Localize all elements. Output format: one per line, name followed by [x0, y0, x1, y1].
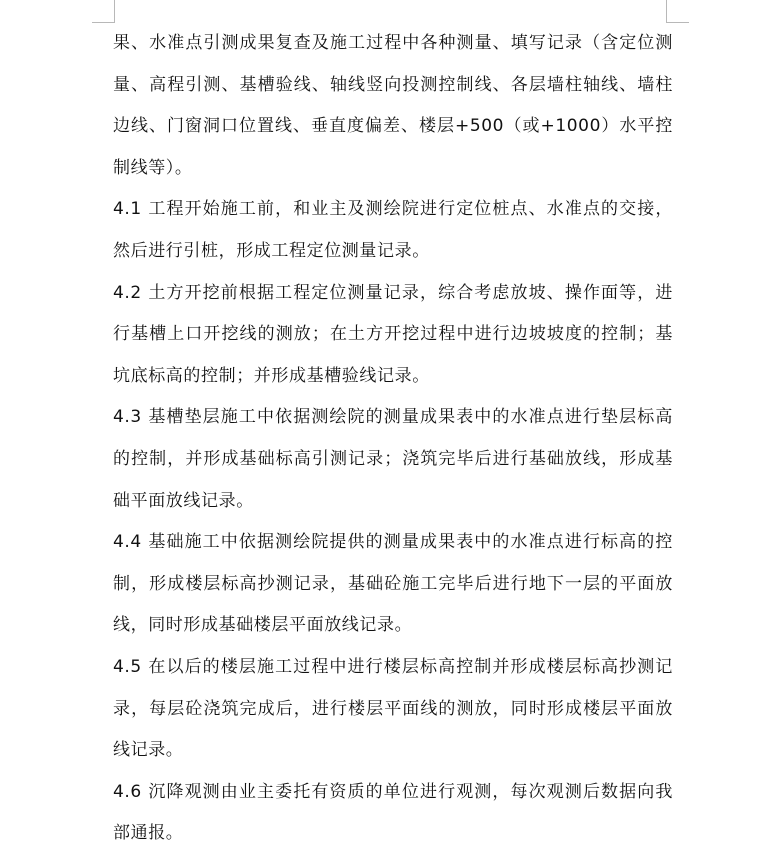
document-body[interactable]	[113, 23, 673, 855]
paragraph-4-5: 4.5 在以后的楼层施工过程中进行楼层标高控制并形成楼层标高抄测记录，每层砼浇筑完成后，进行楼层平面线的测放，同时形成楼层平面放线记录。	[113, 656, 673, 761]
margin-corner-mark-right	[666, 0, 689, 23]
paragraph-4-2: 4.2 土方开挖前根据工程定位测量记录，综合考虑放坡、操作面等，进行基槽上口开挖线的测放；在土方开挖过程中进行边坡坡度的控制；基坑底标高的控制；并形成基槽验线记录。	[113, 282, 673, 386]
paragraph-4-6: 4.6 沉降观测由业主委托有资质的单位进行观测，每次观测后数据向我部通报。	[113, 781, 673, 844]
margin-corner-mark-left	[92, 0, 115, 23]
paragraph-4-1: 4.1 工程开始施工前，和业主及测绘院进行定位桩点、水准点的交接，然后进行引桩，形成工程定位测量记录。	[113, 199, 673, 261]
paragraph-4-3: 4.3 基槽垫层施工中依据测绘院的测量成果表中的水准点进行垫层标高的控制，并形成基础标高引测记录；浇筑完毕后进行基础放线，形成基础平面放线记录。	[113, 407, 673, 511]
paragraph-4-4: 4.4 基础施工中依据测绘院提供的测量成果表中的水准点进行标高的控制，形成楼层标高抄测记录，基础砼施工完毕后进行地下一层的平面放线，同时形成基础楼层平面放线记录。	[113, 532, 673, 636]
paragraph-continuation: 果、水准点引测成果复查及施工过程中各种测量、填写记录（含定位测量、高程引测、基槽验线、轴线竖向投测控制线、各层墙柱轴线、墙柱边线、门窗洞口位置线、垂直度偏差、楼层+500（或+1000）水平控制线等）。	[113, 33, 673, 178]
